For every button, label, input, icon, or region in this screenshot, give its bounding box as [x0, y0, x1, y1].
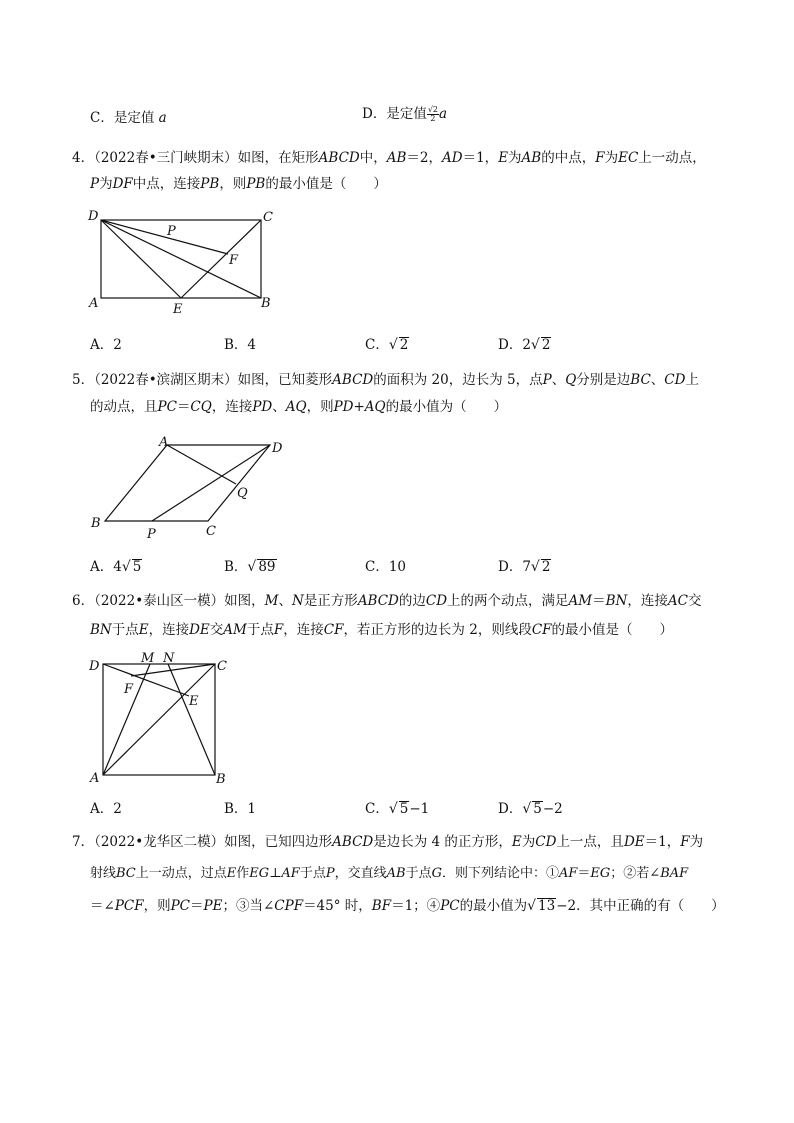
- text: ，连接: [627, 593, 668, 609]
- text: E: [511, 834, 522, 850]
- text: E: [498, 150, 509, 166]
- q5-label-d: D: [272, 441, 283, 456]
- text: 于点: [299, 866, 326, 881]
- text: Q: [565, 372, 577, 388]
- text: 的边: [398, 593, 426, 609]
- radical-icon: √: [247, 559, 257, 575]
- text: ＝∠: [90, 898, 115, 914]
- text: B．: [224, 559, 248, 575]
- text: 的中点，: [541, 150, 596, 166]
- radical-icon: √: [530, 559, 540, 575]
- text: CD: [664, 372, 686, 388]
- segment-ac: [103, 664, 215, 775]
- q4-label-p: P: [167, 224, 176, 239]
- q6-label-a: A: [90, 771, 100, 786]
- text: C．: [365, 801, 389, 817]
- text: 、: [650, 372, 665, 388]
- q4-option-b: B．4: [224, 337, 257, 353]
- text: DE: [189, 622, 210, 638]
- text: 为: [604, 150, 619, 166]
- q4-label-e: E: [173, 302, 183, 317]
- radicand: 89: [258, 559, 276, 575]
- q4-label-c: C: [263, 210, 273, 225]
- q6-option-a: A．2: [90, 801, 122, 817]
- q6-option-b: B．1: [224, 801, 257, 817]
- text: PC: [157, 399, 177, 415]
- text: ＝1；④: [391, 898, 441, 914]
- text: BF: [371, 898, 392, 914]
- text: 上的两个动点，满足: [447, 593, 569, 609]
- text: AM: [568, 593, 593, 609]
- radical-icon: √: [527, 898, 537, 914]
- text: PD+AQ: [333, 399, 386, 415]
- text: 上: [685, 372, 699, 388]
- text: BN: [90, 622, 112, 638]
- text: AF: [281, 866, 300, 881]
- text: ；③当∠: [222, 898, 275, 914]
- fraction-numerator: √2: [427, 105, 439, 114]
- text: 于点: [111, 622, 139, 638]
- text: 是正方形: [303, 593, 358, 609]
- text: PE: [203, 898, 223, 914]
- text: G: [431, 866, 442, 881]
- text: 、: [551, 372, 566, 388]
- q7-stem-line3: [90, 896, 725, 916]
- text: PC: [440, 898, 460, 914]
- q7-stem-line2: [90, 864, 688, 884]
- text: ⊥: [269, 866, 282, 881]
- text: EG: [590, 866, 611, 881]
- text: ，则: [306, 399, 334, 415]
- text: 为: [689, 834, 704, 850]
- text: EC: [618, 150, 639, 166]
- radical-icon: √: [530, 337, 540, 353]
- text: ＝: [176, 399, 191, 415]
- text: CD: [535, 834, 557, 850]
- q3-option-c-var: a: [158, 110, 167, 126]
- text: 分别是边: [576, 372, 631, 388]
- text: 为: [99, 176, 113, 192]
- text: −2: [542, 801, 563, 817]
- text: 的最小值是（ ）: [265, 176, 387, 192]
- q6-label-n: N: [163, 651, 175, 666]
- radicand: 2: [541, 559, 551, 575]
- text: ，则: [219, 176, 247, 192]
- radicand: 2: [541, 337, 551, 353]
- q3-option-c-text: C．是定值: [90, 110, 155, 126]
- text: AM: [223, 622, 247, 638]
- text: ABCD: [318, 150, 360, 166]
- radicand: 5: [399, 801, 409, 817]
- text: D．: [498, 801, 523, 817]
- text: ，连接: [211, 399, 253, 415]
- text: 交: [209, 622, 224, 638]
- text: 的动点，且: [90, 399, 158, 415]
- text: BC: [630, 372, 651, 388]
- radicand: 2: [399, 337, 409, 353]
- text: AQ: [285, 399, 307, 415]
- text: AC: [667, 593, 688, 609]
- q6-label-e: E: [189, 694, 199, 709]
- q6-label-b: B: [216, 772, 226, 787]
- q5-label-q: Q: [237, 486, 248, 501]
- q4-label-a: A: [89, 296, 99, 311]
- q6-figure-lines: [103, 664, 215, 775]
- text: ＝1，: [644, 834, 681, 850]
- fraction-denominator: 2: [430, 114, 436, 123]
- text: M: [264, 593, 279, 609]
- text: CD: [425, 593, 448, 609]
- q5-label-p: P: [147, 527, 156, 542]
- text: A．4: [90, 559, 122, 575]
- text: 4．（2022春•三门峡期末）如图，在矩形: [72, 150, 319, 166]
- text: AB: [386, 150, 407, 166]
- text: P: [90, 176, 100, 192]
- q3-option-d-var: a: [439, 106, 448, 122]
- text: 为: [521, 834, 536, 850]
- q4-label-d: D: [88, 209, 99, 224]
- text: 交: [687, 593, 702, 609]
- text: P: [325, 866, 335, 881]
- text: N: [292, 593, 304, 609]
- q5-option-c: C．10: [365, 559, 407, 575]
- text: PC: [170, 898, 191, 914]
- q6-label-m: M: [141, 651, 155, 666]
- radical-icon: √: [388, 801, 398, 817]
- q4-option-a: A．2: [90, 337, 122, 353]
- text: ＝: [592, 593, 606, 609]
- segment-bn: [168, 664, 215, 775]
- text: 6．（2022•泰山区一模）如图，: [72, 593, 265, 609]
- text: E: [138, 622, 149, 638]
- text: 于点: [405, 866, 432, 881]
- text: PB: [246, 176, 266, 192]
- text: ＝1，: [462, 150, 499, 166]
- text: 的最小值为（ ）: [385, 399, 508, 415]
- text: 上一动点，: [638, 150, 706, 166]
- text: BC: [116, 866, 136, 881]
- radical-icon: √: [522, 801, 532, 817]
- q5-label-b: B: [91, 516, 101, 531]
- q6-option-d: [498, 799, 563, 819]
- text: ABCD: [332, 372, 374, 388]
- text: 的最小值为: [459, 898, 528, 914]
- text: PCF: [114, 898, 144, 914]
- text: ；②若∠: [610, 866, 661, 881]
- text: 的最小值是（ ）: [551, 622, 674, 638]
- q7-stem-line1: [72, 832, 703, 852]
- text: ，若正方形的边长为 2，则线段: [343, 622, 532, 638]
- text: F: [273, 622, 284, 638]
- q3-option-d-text: D．是定值: [362, 106, 427, 122]
- text: 是边长为 4 的正方形，: [373, 834, 512, 850]
- text: PD: [252, 399, 273, 415]
- text: AB: [521, 150, 542, 166]
- text: DF: [112, 176, 133, 192]
- text: 7．（2022•龙华区二模）如图，已知四边形: [72, 834, 333, 850]
- text: −2．其中正确的有（ ）: [556, 898, 725, 914]
- text: DE: [623, 834, 645, 850]
- text: ＝: [190, 898, 204, 914]
- text: 、: [278, 593, 292, 609]
- q4-label-b: B: [261, 296, 271, 311]
- text: ＝2，: [406, 150, 443, 166]
- text: P: [542, 372, 552, 388]
- segment-am: [103, 664, 150, 775]
- q6-option-c: [365, 799, 429, 819]
- q4-label-f: F: [229, 253, 239, 268]
- text: 上一动点，过点: [135, 866, 227, 881]
- text: ，连接: [148, 622, 190, 638]
- text: ．则下列结论中：①: [441, 866, 559, 881]
- text: ，连接: [283, 622, 324, 638]
- text: 为: [508, 150, 522, 166]
- radicand: 5: [132, 559, 142, 575]
- text: AD: [442, 150, 463, 166]
- text: ABCD: [332, 834, 374, 850]
- text: C．: [365, 337, 389, 353]
- text: −1: [409, 801, 430, 817]
- segment-de: [103, 664, 189, 696]
- text: BAF: [660, 866, 689, 881]
- text: ABCD: [357, 593, 399, 609]
- text: CPF: [274, 898, 304, 914]
- text: ，则: [143, 898, 171, 914]
- text: AF: [558, 866, 578, 881]
- radicand: 5: [533, 801, 542, 817]
- text: 于点: [246, 622, 274, 638]
- text: F: [595, 150, 605, 166]
- text: 、: [272, 399, 286, 415]
- text: 射线: [90, 866, 117, 881]
- q6-label-d: D: [89, 659, 100, 674]
- text: D．2: [498, 337, 531, 353]
- text: 上一点，且: [556, 834, 624, 850]
- text: 作: [236, 866, 250, 881]
- text: 的面积为 20，边长为 5，点: [373, 372, 543, 388]
- radicand: 13: [538, 898, 556, 914]
- text: 中，: [359, 150, 387, 166]
- radical-icon: √: [388, 337, 398, 353]
- text: 中点，连接: [132, 176, 201, 192]
- text: CQ: [190, 399, 212, 415]
- text: PB: [200, 176, 220, 192]
- text: 5．（2022春•滨湖区期末）如图，已知菱形: [72, 372, 333, 388]
- text: CF: [531, 622, 552, 638]
- q6-label-c: C: [217, 659, 227, 674]
- text: AB: [386, 866, 406, 881]
- text: D．7: [498, 559, 531, 575]
- text: BN: [605, 593, 628, 609]
- text: ＝45° 时，: [303, 898, 372, 914]
- q5-label-c: C: [206, 524, 216, 539]
- text: ，交直线: [334, 866, 387, 881]
- text: ＝: [577, 866, 591, 881]
- text: CF: [323, 622, 344, 638]
- text: EG: [249, 866, 270, 881]
- q6-label-f: F: [124, 682, 134, 697]
- radical-icon: √: [121, 559, 131, 575]
- text: E: [226, 866, 237, 881]
- q5-label-a: A: [159, 435, 169, 450]
- text: F: [680, 834, 690, 850]
